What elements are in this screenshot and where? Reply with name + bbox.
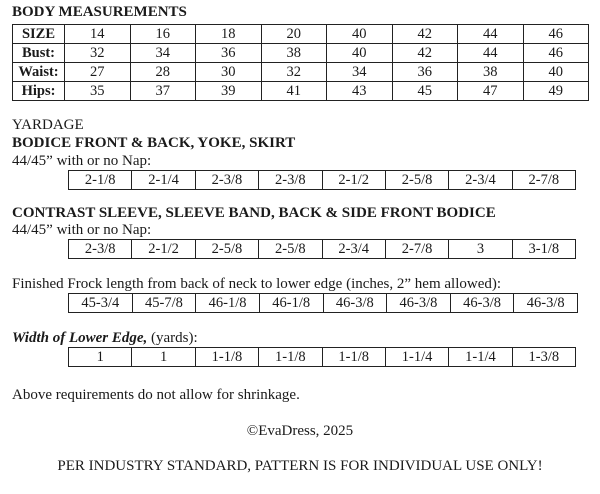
- value-cell: 2-1/2: [132, 240, 195, 259]
- value-cell: 28: [130, 63, 196, 82]
- size-cell: 18: [196, 25, 262, 44]
- value-cell: 36: [196, 44, 262, 63]
- table-row: [69, 240, 576, 259]
- value-cell: 44: [458, 44, 524, 63]
- usage-notice: PER INDUSTRY STANDARD, PATTERN IS FOR INDIVIDUAL USE ONLY!: [57, 458, 543, 474]
- value-cell: 1-1/4: [449, 348, 512, 367]
- size-cell: 16: [130, 25, 196, 44]
- value-cell: 1-1/8: [195, 348, 258, 367]
- value-cell: 42: [392, 44, 458, 63]
- value-cell: 2-3/4: [449, 171, 512, 190]
- copyright-notice: ©EvaDress, 2025: [246, 423, 354, 439]
- table-row: [13, 44, 589, 63]
- value-cell: 1-1/4: [385, 348, 448, 367]
- lower-edge-title-emph: Width of Lower Edge,: [12, 330, 148, 346]
- value-cell: 46-3/8: [323, 294, 387, 313]
- value-cell: 38: [458, 63, 524, 82]
- value-cell: 2-1/8: [69, 171, 132, 190]
- value-cell: 1-3/8: [512, 348, 575, 367]
- table-row: [13, 25, 589, 44]
- size-cell: 42: [392, 25, 458, 44]
- size-cell: 40: [327, 25, 393, 44]
- row-label-hips: Hips:: [13, 82, 65, 101]
- bodice-yardage-table: [68, 170, 576, 190]
- value-cell: 35: [65, 82, 131, 101]
- value-cell: 47: [458, 82, 524, 101]
- body-measurements-title: BODY MEASUREMENTS: [12, 4, 187, 20]
- contrast-fabric-label: 44/45” with or no Nap:: [12, 222, 152, 238]
- value-cell: 46-3/8: [450, 294, 514, 313]
- table-row: [69, 348, 576, 367]
- value-cell: 34: [130, 44, 196, 63]
- value-cell: 38: [261, 44, 327, 63]
- value-cell: 1-1/8: [322, 348, 385, 367]
- value-cell: 41: [261, 82, 327, 101]
- body-measurements-table: [12, 24, 589, 101]
- table-row: [69, 294, 578, 313]
- size-header: SIZE: [13, 25, 65, 44]
- value-cell: 2-1/4: [132, 171, 195, 190]
- value-cell: 3: [449, 240, 512, 259]
- value-cell: 1: [69, 348, 132, 367]
- size-cell: 14: [65, 25, 131, 44]
- value-cell: 2-3/4: [322, 240, 385, 259]
- value-cell: 2-3/8: [195, 171, 258, 190]
- value-cell: 46-3/8: [514, 294, 578, 313]
- bodice-fabric-label: 44/45” with or no Nap:: [12, 153, 152, 169]
- value-cell: 32: [65, 44, 131, 63]
- value-cell: 34: [327, 63, 393, 82]
- value-cell: 36: [392, 63, 458, 82]
- table-row: [13, 63, 589, 82]
- table-row: [13, 82, 589, 101]
- length-title: Finished Frock length from back of neck to lower edge (inches, 2” hem allowed):: [12, 276, 502, 292]
- value-cell: 3-1/8: [512, 240, 575, 259]
- value-cell: 2-3/8: [69, 240, 132, 259]
- value-cell: 1-1/8: [259, 348, 322, 367]
- value-cell: 45-3/4: [69, 294, 133, 313]
- value-cell: 2-7/8: [512, 171, 575, 190]
- value-cell: 40: [327, 44, 393, 63]
- bodice-title: BODICE FRONT & BACK, YOKE, SKIRT: [12, 135, 296, 151]
- value-cell: 46-3/8: [387, 294, 451, 313]
- lower-edge-title: [12, 330, 198, 347]
- value-cell: 40: [523, 63, 589, 82]
- value-cell: 30: [196, 63, 262, 82]
- size-cell: 46: [523, 25, 589, 44]
- yardage-heading: YARDAGE: [12, 117, 84, 133]
- value-cell: 2-1/2: [322, 171, 385, 190]
- lower-edge-title-rest: (yards):: [147, 330, 198, 346]
- contrast-title: CONTRAST SLEEVE, SLEEVE BAND, BACK & SIDE FRONT BODICE: [12, 205, 496, 221]
- table-row: [69, 171, 576, 190]
- value-cell: 49: [523, 82, 589, 101]
- value-cell: 2-5/8: [195, 240, 258, 259]
- value-cell: 27: [65, 63, 131, 82]
- row-label-bust: Bust:: [13, 44, 65, 63]
- value-cell: 37: [130, 82, 196, 101]
- row-label-waist: Waist:: [13, 63, 65, 82]
- value-cell: 39: [196, 82, 262, 101]
- size-cell: 44: [458, 25, 524, 44]
- value-cell: 43: [327, 82, 393, 101]
- value-cell: 1: [132, 348, 195, 367]
- value-cell: 2-5/8: [259, 240, 322, 259]
- value-cell: 45-7/8: [132, 294, 196, 313]
- value-cell: 2-7/8: [385, 240, 448, 259]
- value-cell: 2-5/8: [385, 171, 448, 190]
- shrinkage-note: Above requirements do not allow for shrinkage.: [12, 387, 300, 403]
- value-cell: 46: [523, 44, 589, 63]
- value-cell: 32: [261, 63, 327, 82]
- value-cell: 2-3/8: [259, 171, 322, 190]
- size-cell: 20: [261, 25, 327, 44]
- value-cell: 45: [392, 82, 458, 101]
- length-table: [68, 293, 578, 313]
- value-cell: 46-1/8: [259, 294, 323, 313]
- contrast-yardage-table: [68, 239, 576, 259]
- lower-edge-table: [68, 347, 576, 367]
- value-cell: 46-1/8: [196, 294, 260, 313]
